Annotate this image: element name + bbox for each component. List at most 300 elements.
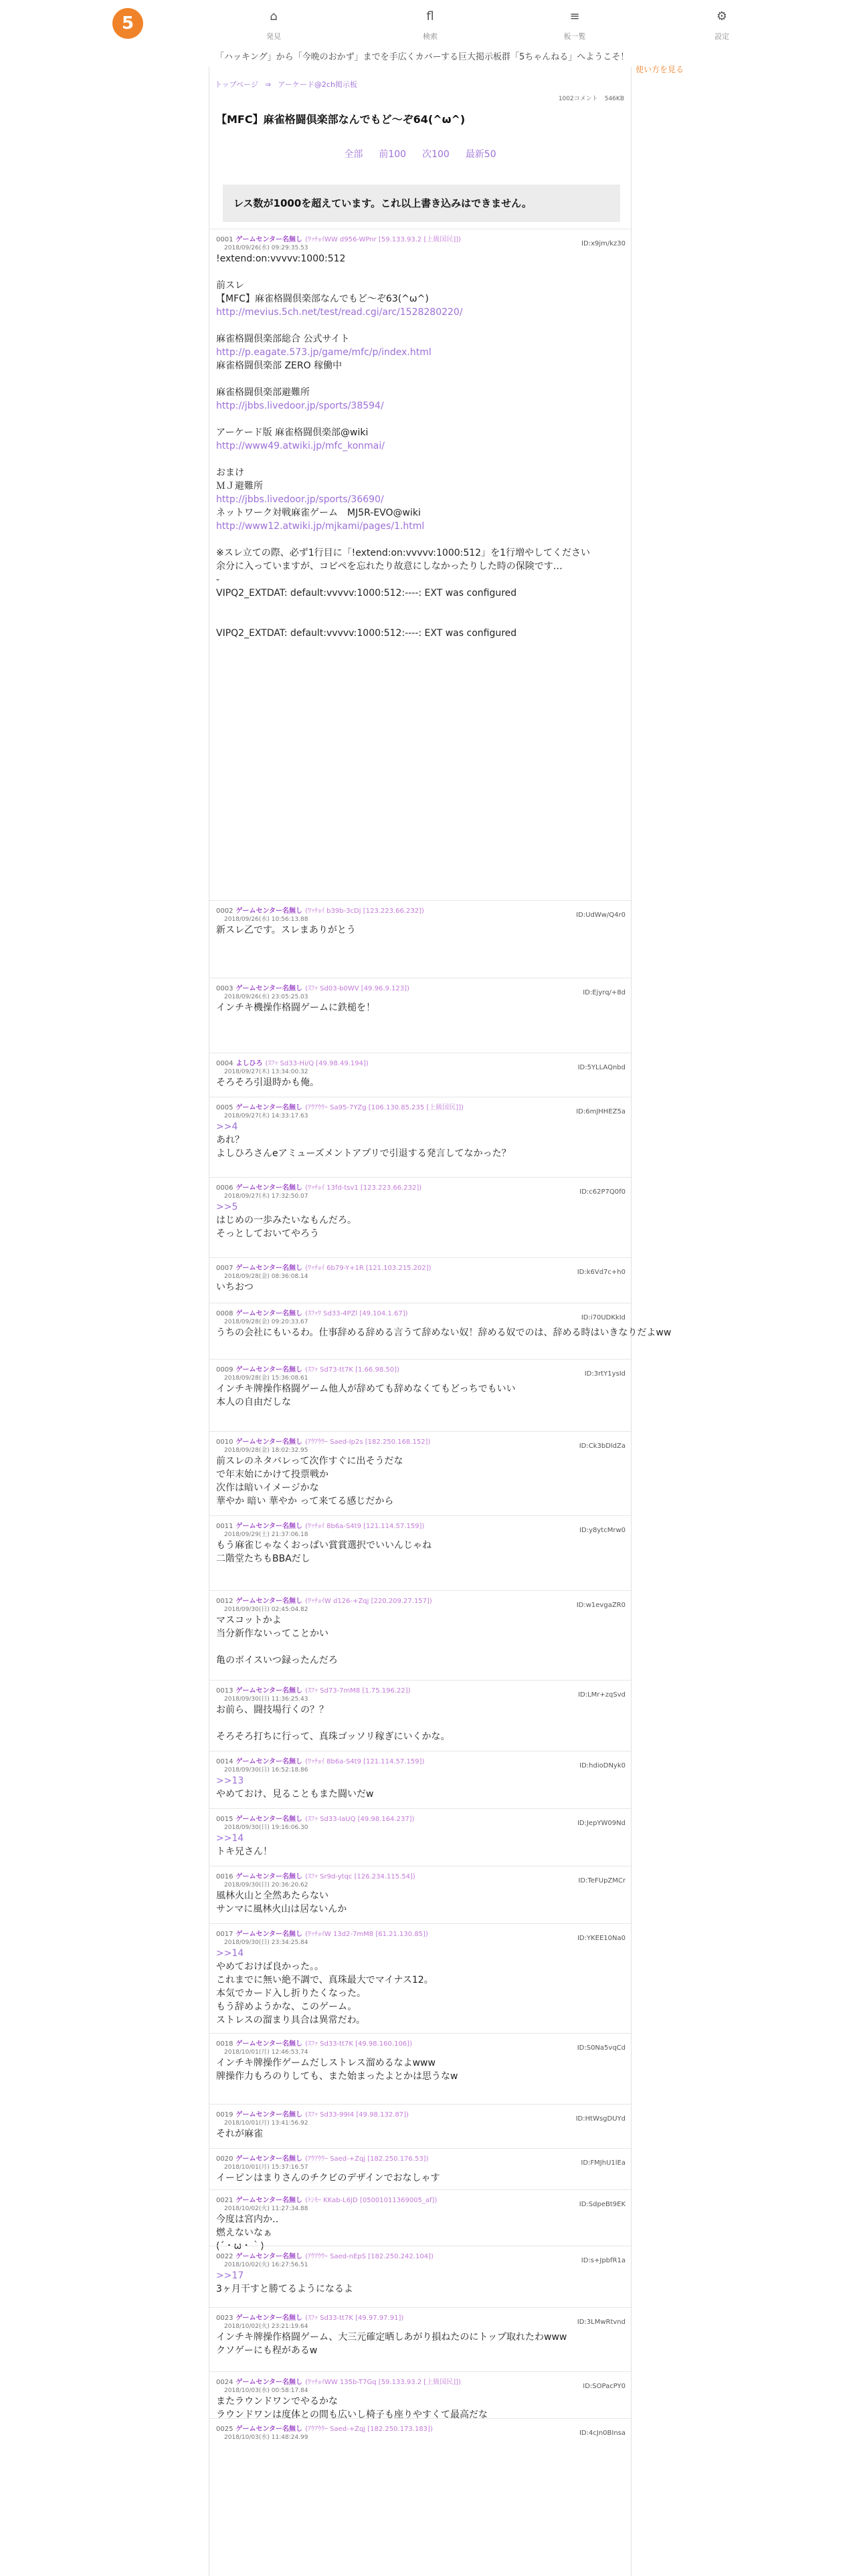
poster-trip: (ﾄﾝﾓｰ KKab-L6JD [05001011369005_af]) bbox=[305, 2197, 438, 2204]
poster-trip: (ｱｳｱｳｳｰ Sa95-7YZg [106.130.85.235 [上級国民]]) bbox=[305, 1104, 464, 1111]
nav-discover[interactable] bbox=[244, 9, 304, 41]
post-0008 bbox=[209, 1303, 672, 1360]
post-number[interactable]: 0005 bbox=[216, 1104, 233, 1111]
poster-trip: (ﾜｯﾁｮｲ b39b-3cDj [123.223.66.232]) bbox=[305, 907, 424, 915]
post-header bbox=[216, 2312, 403, 2322]
post-number[interactable]: 0010 bbox=[216, 1438, 233, 1446]
post-line: 新スレ乙です。スレまありがとう bbox=[216, 925, 356, 936]
post-number[interactable]: 0025 bbox=[216, 2426, 233, 2433]
post-number[interactable]: 0019 bbox=[216, 2111, 233, 2119]
breadcrumb-board[interactable]: アーケード@2ch掲示板 bbox=[278, 80, 357, 89]
post-line bbox=[216, 600, 624, 613]
poster-name[interactable]: ゲームセンター名無し bbox=[235, 236, 303, 243]
poster-name[interactable]: ゲームセンター名無し bbox=[235, 2315, 303, 2322]
post-0013 bbox=[209, 1680, 631, 1751]
post-user-id[interactable]: ID:w1evgaZR0 bbox=[576, 1602, 626, 1609]
post-body bbox=[216, 2331, 624, 2357]
post-0002 bbox=[209, 900, 631, 978]
breadcrumb-separator: ⇒ bbox=[265, 80, 272, 89]
post-body bbox=[216, 2127, 624, 2141]
poster-trip: (ﾜｯﾁｮｲW d126-+Zqj [220.209.27.157]) bbox=[305, 1598, 432, 1605]
post-date: 2018/10/01(月) 15:37:16.57 bbox=[224, 2164, 308, 2171]
poster-name[interactable]: ゲームセンター名無し bbox=[235, 1104, 303, 1111]
post-date: 2018/09/30(日) 02:45:04.82 bbox=[224, 1606, 308, 1613]
welcome-marquee: 「ハッキング」から「今晩のおかず」までを手広くカバーする巨大掲示板群「5ちゃんねる」へようこそ！ bbox=[215, 52, 630, 62]
post-line: VIPQ2_EXTDAT: default:vvvvv:1000:512:----: EXT was configured bbox=[216, 588, 517, 599]
nav-board-list[interactable] bbox=[545, 9, 605, 41]
post-link[interactable]: http://www49.atwiki.jp/mfc_konmai/ bbox=[216, 441, 385, 451]
post-user-id[interactable]: ID:UdWw/Q4r0 bbox=[576, 911, 626, 919]
post-line: これまでに無い絶不調で、真珠最大でマイナス12。 bbox=[216, 1975, 434, 1985]
poster-trip: (ﾜｯﾁｮｲ 8b6a-S4t9 [121.114.57.159]) bbox=[305, 1758, 425, 1765]
poster-name[interactable]: ゲームセンター名無し bbox=[235, 907, 303, 915]
post-user-id[interactable]: ID:i70UDKkId bbox=[581, 1314, 626, 1321]
post-header bbox=[216, 1520, 424, 1530]
poster-trip: (ﾜｯﾁｮｲW 13d2-7mM8 [61.21.130.85]) bbox=[305, 1931, 428, 1938]
post-body bbox=[216, 1281, 624, 1294]
post-header bbox=[216, 1057, 369, 1067]
post-number[interactable]: 0002 bbox=[216, 907, 233, 915]
post-0014 bbox=[209, 1751, 631, 1809]
post-0011 bbox=[209, 1515, 631, 1591]
poster-trip: (ﾜｯﾁｮｲ 13fd-tsv1 [123.223.66.232]) bbox=[305, 1184, 422, 1192]
post-header bbox=[216, 1685, 411, 1695]
post-number[interactable]: 0022 bbox=[216, 2253, 233, 2260]
post-line bbox=[216, 613, 624, 627]
nav-discover-label: 発見 bbox=[266, 32, 281, 41]
post-body bbox=[216, 1382, 624, 1409]
poster-name[interactable]: ゲームセンター名無し bbox=[235, 1523, 303, 1530]
post-date: 2018/09/27(木) 14:33:17.63 bbox=[224, 1113, 308, 1119]
post-line: 風林火山と全然あたらない bbox=[216, 1891, 328, 1901]
post-number[interactable]: 0007 bbox=[216, 1265, 233, 1272]
post-line: で年末始にかけて投票戦か bbox=[216, 1469, 328, 1480]
post-line bbox=[216, 1640, 624, 1654]
post-body bbox=[216, 1832, 624, 1858]
poster-trip: (ﾜｯﾁｮｲ 6b79-Y+1R [121.103.215.202]) bbox=[305, 1265, 432, 1272]
poster-name[interactable]: ゲームセンター名無し bbox=[235, 1758, 303, 1765]
post-line: おまけ bbox=[216, 467, 244, 478]
nav-next-100-link[interactable]: 次100 bbox=[422, 149, 450, 160]
post-0023 bbox=[209, 2307, 631, 2372]
post-header bbox=[216, 905, 424, 915]
post-link[interactable]: >>4 bbox=[216, 1121, 238, 1132]
post-user-id[interactable]: ID:k6Vd7c+h0 bbox=[577, 1269, 626, 1276]
poster-name[interactable]: ゲームセンター名無し bbox=[235, 2155, 303, 2163]
nav-latest-50-link[interactable]: 最新50 bbox=[465, 149, 496, 160]
poster-name[interactable]: ゲームセンター名無し bbox=[235, 985, 303, 992]
post-header bbox=[216, 1870, 415, 1881]
site-logo[interactable]: 5 bbox=[112, 8, 143, 39]
post-number[interactable]: 0014 bbox=[216, 1758, 233, 1765]
nav-settings[interactable] bbox=[692, 9, 752, 41]
post-line: はじめの一歩みたいなもんだろ。 bbox=[216, 1215, 357, 1226]
thread-title: 【MFC】麻雀格闘倶楽部なんでもど〜ぞ64(^ω^) bbox=[216, 113, 466, 126]
post-header bbox=[216, 233, 461, 243]
post-link[interactable]: >>17 bbox=[216, 2270, 244, 2281]
post-user-id[interactable]: ID:4cJn0BInsa bbox=[579, 2430, 626, 2437]
post-body bbox=[216, 2395, 624, 2422]
post-line: 麻雀格闘倶楽部 ZERO 稼働中 bbox=[216, 360, 343, 371]
post-number[interactable]: 0018 bbox=[216, 2040, 233, 2048]
post-line bbox=[216, 372, 624, 386]
post-0006 bbox=[209, 1177, 631, 1258]
post-line: - bbox=[216, 574, 220, 585]
post-body bbox=[216, 1614, 624, 1667]
post-header bbox=[216, 1595, 432, 1605]
post-0019 bbox=[209, 2104, 631, 2149]
post-link[interactable]: http://jbbs.livedoor.jp/sports/38594/ bbox=[216, 401, 384, 411]
post-line: うちの会社にもいるわ。仕事辞める辞める言うて辞めない奴！辞める奴でのは、辞める時はいきなりだよww bbox=[216, 1327, 672, 1338]
post-body bbox=[216, 1076, 624, 1089]
post-user-id[interactable]: ID:6mJHHEZ5a bbox=[576, 1108, 626, 1115]
post-line: お前ら、闘技場行くの？？ bbox=[216, 1705, 328, 1715]
post-line: またラウンドワンでやるかな bbox=[216, 2396, 338, 2407]
post-user-id[interactable]: ID:FMJhU1lEa bbox=[581, 2159, 626, 2167]
post-line bbox=[216, 265, 624, 279]
gear-icon: ⚙ bbox=[716, 9, 728, 23]
post-line: 麻雀格闘倶楽部避難所 bbox=[216, 387, 310, 398]
post-link[interactable]: http://www12.atwiki.jp/mjkami/pages/1.html bbox=[216, 521, 425, 532]
post-user-id[interactable]: ID:x9jm/kz30 bbox=[581, 240, 626, 247]
post-date: 2018/09/30(日) 16:52:18.86 bbox=[224, 1767, 308, 1774]
post-header bbox=[216, 1262, 432, 1272]
post-user-id[interactable]: ID:SdpeBt9EK bbox=[579, 2201, 626, 2208]
post-line: ラウンドワンは度体との間も広いし椅子も座りやすくて最高だな bbox=[216, 2409, 488, 2420]
post-line: そっとしておいてやろう bbox=[216, 1228, 319, 1239]
post-body bbox=[216, 2056, 624, 2083]
closed-thread-notice: レス数が1000を超えています。これ以上書き込みはできません。 bbox=[223, 185, 620, 222]
poster-name[interactable]: ゲームセンター名無し bbox=[235, 1310, 303, 1317]
poster-name[interactable]: ゲームセンター名無し bbox=[235, 1598, 303, 1605]
post-date: 2018/10/01(月) 12:46:53.74 bbox=[224, 2049, 308, 2056]
post-number[interactable]: 0017 bbox=[216, 1931, 233, 1938]
post-body bbox=[216, 1200, 624, 1241]
poster-name[interactable]: ゲームセンター名無し bbox=[235, 1184, 303, 1192]
post-0015 bbox=[209, 1808, 631, 1866]
post-line: クソゲーにも程があるw bbox=[216, 2345, 318, 2356]
poster-name[interactable]: ゲームセンター名無し bbox=[235, 2426, 303, 2433]
breadcrumb-top[interactable]: トップページ bbox=[215, 80, 259, 89]
post-number[interactable]: 0015 bbox=[216, 1816, 233, 1823]
post-header bbox=[216, 1182, 421, 1192]
post-link[interactable]: http://p.eagate.573.jp/game/mfc/p/index.html bbox=[216, 347, 432, 358]
post-date: 2018/10/02(火) 16:27:56.51 bbox=[224, 2262, 308, 2268]
post-date: 2018/09/26(水) 09:29:35.53 bbox=[224, 245, 308, 251]
post-body bbox=[216, 252, 624, 640]
post-line: ※スレ立ての際、必ず1行目に「!extend:on:vvvvv:1000:512」を1行増やしてください bbox=[216, 548, 590, 558]
poster-trip: (ｱｳｱｳｳｰ Saed-nEpS [182.250.242.104]) bbox=[305, 2253, 434, 2260]
post-line: !extend:on:vvvvv:1000:512 bbox=[216, 253, 346, 264]
post-body bbox=[216, 1703, 624, 1743]
post-user-id[interactable]: ID:3rtY1ysId bbox=[584, 1370, 626, 1378]
post-number[interactable]: 0009 bbox=[216, 1366, 233, 1374]
post-0003 bbox=[209, 978, 631, 1053]
post-line: やめておけ、見ることもまた闘いだw bbox=[216, 1789, 374, 1800]
post-body bbox=[216, 2442, 624, 2455]
post-user-id[interactable]: ID:s+JpbfR1a bbox=[581, 2257, 626, 2264]
post-line: サンマに風林火山は居ないんか bbox=[216, 1904, 347, 1915]
breadcrumb bbox=[215, 79, 364, 90]
post-line: 余分に入っていますが、コピペを忘れたり故意にしなかったりした時の保険です… bbox=[216, 561, 563, 572]
post-0001 bbox=[209, 229, 631, 901]
post-line: 本人の自由だしな bbox=[216, 1397, 291, 1408]
post-number[interactable]: 0023 bbox=[216, 2315, 233, 2322]
post-line: 今度は宮内か‥ bbox=[216, 2214, 279, 2225]
post-number[interactable]: 0003 bbox=[216, 985, 233, 992]
poster-trip: (ｱｳｱｳｳｰ Saed-Ip2s [182.250.168.152]) bbox=[305, 1438, 431, 1446]
post-date: 2018/09/27(木) 13:34:00.32 bbox=[224, 1069, 308, 1075]
post-0018 bbox=[209, 2033, 631, 2105]
post-date: 2018/09/26(水) 10:56:13.88 bbox=[224, 916, 308, 923]
poster-trip: (ｽﾌｯ Sd33-IaUQ [49.98.164.237]) bbox=[305, 1816, 415, 1823]
post-number[interactable]: 0006 bbox=[216, 1184, 233, 1192]
poster-name[interactable]: ゲームセンター名無し bbox=[235, 2253, 303, 2260]
thread-size: 546KB bbox=[604, 96, 624, 102]
post-line: 麻雀格闘倶楽部総合 公式サイト bbox=[216, 334, 350, 344]
page-navigation bbox=[209, 147, 631, 160]
post-body bbox=[216, 1120, 624, 1160]
poster-trip: (ｽﾌｯ Sd33-tt7K [49.98.160.106]) bbox=[305, 2040, 412, 2048]
post-number[interactable]: 0020 bbox=[216, 2155, 233, 2163]
list-icon: ≡ bbox=[569, 9, 580, 23]
comment-count: 1002コメント bbox=[558, 96, 598, 102]
post-body bbox=[216, 1539, 624, 1566]
post-date: 2018/09/30(日) 20:36:20.62 bbox=[224, 1882, 308, 1889]
post-number[interactable]: 0004 bbox=[216, 1060, 233, 1067]
post-0005 bbox=[209, 1097, 631, 1178]
post-link[interactable]: >>5 bbox=[216, 1202, 238, 1212]
poster-trip: (ｱｳｱｳｳｰ Saed-+Zqj [182.250.173.183]) bbox=[305, 2426, 433, 2433]
post-date: 2018/10/02(火) 11:27:34.88 bbox=[224, 2206, 308, 2212]
post-body bbox=[216, 1326, 672, 1339]
post-number[interactable]: 0021 bbox=[216, 2197, 233, 2204]
top-navigation-bar bbox=[0, 0, 859, 48]
post-body bbox=[216, 2269, 624, 2296]
post-date: 2018/09/28(金) 09:20:33.67 bbox=[224, 1319, 308, 1325]
post-0009 bbox=[209, 1359, 631, 1432]
post-user-id[interactable]: ID:hdioDNyk0 bbox=[579, 1762, 626, 1769]
post-user-id[interactable]: ID:Ejyrq/+8d bbox=[583, 989, 626, 996]
post-date: 2018/09/30(日) 19:16:06.30 bbox=[224, 1824, 308, 1831]
post-date: 2018/09/28(金) 15:36:08.61 bbox=[224, 1375, 308, 1382]
poster-trip: (ｽﾌｯﾜ Sd33-4PZl [49.104.1.67]) bbox=[305, 1310, 408, 1317]
post-line: アーケード版 麻雀格闘倶楽部@wiki bbox=[216, 427, 369, 438]
post-line: そろそろ打ちに行って、真珠ゴッソリ稼ぎにいくかな。 bbox=[216, 1731, 450, 1742]
post-user-id[interactable]: ID:Ck3bDldZa bbox=[579, 1442, 626, 1450]
post-user-id[interactable]: ID:JepYW09Nd bbox=[577, 1820, 626, 1827]
post-0010 bbox=[209, 1431, 631, 1516]
post-body bbox=[216, 1455, 624, 1508]
post-line: インチキ牌操作格闘ゲーム、大三元確定晒しあがり損ねたのにトップ取れたわwww bbox=[216, 2332, 567, 2343]
post-date: 2018/09/26(水) 23:05:25.03 bbox=[224, 994, 308, 1000]
poster-name[interactable]: ゲームセンター名無し bbox=[235, 2379, 303, 2386]
post-header bbox=[216, 2250, 434, 2260]
nav-board-list-label: 板一覧 bbox=[563, 32, 586, 41]
post-user-id[interactable]: ID:3LMwRtvnd bbox=[577, 2319, 626, 2326]
post-user-id[interactable]: ID:S0Na5vqCd bbox=[577, 2044, 626, 2052]
post-date: 2018/09/30(日) 11:36:25.43 bbox=[224, 1696, 308, 1703]
post-line: インチキ機操作格闘ゲームに鉄槌を！ bbox=[216, 1002, 375, 1013]
post-link[interactable]: http://jbbs.livedoor.jp/sports/36690/ bbox=[216, 494, 384, 505]
post-body bbox=[216, 924, 624, 937]
poster-name[interactable]: ゲームセンター名無し bbox=[235, 1366, 303, 1374]
poster-name[interactable]: ゲームセンター名無し bbox=[235, 1438, 303, 1446]
post-header bbox=[216, 1928, 428, 1938]
post-date: 2018/09/29(土) 21:37:06.18 bbox=[224, 1531, 308, 1538]
poster-name[interactable]: ゲームセンター名無し bbox=[235, 1265, 303, 1272]
post-line bbox=[216, 533, 624, 546]
post-link[interactable]: http://mevius.5ch.net/test/read.cgi/arc/1528280220/ bbox=[216, 307, 463, 318]
post-line: よしひろさんeアミューズメントアプリで引退する発言してなかった？ bbox=[216, 1148, 511, 1159]
nav-settings-label: 設定 bbox=[714, 32, 729, 41]
post-line: 華やか 暗い 華やか って来てる感じだから bbox=[216, 1496, 394, 1507]
post-line bbox=[216, 453, 624, 466]
post-user-id[interactable]: ID:TeFUpZMCr bbox=[578, 1877, 626, 1885]
post-header bbox=[216, 2194, 437, 2204]
thread-meta bbox=[552, 94, 624, 102]
post-line: あれ？ bbox=[216, 1135, 244, 1146]
post-header bbox=[216, 1813, 414, 1823]
post-line: 牌操作力もろのりしても、また始まったよとかは思うなw bbox=[216, 2071, 458, 2082]
post-0020 bbox=[209, 2148, 631, 2190]
post-line bbox=[216, 2442, 624, 2455]
post-user-id[interactable]: ID:SOPacPY0 bbox=[583, 2383, 626, 2390]
post-0012 bbox=[209, 1590, 631, 1681]
how-to-use-link[interactable]: 使い方を見る bbox=[636, 65, 684, 74]
post-line: 【MFC】麻雀格闘倶楽部なんでもど〜ぞ63(^ω^) bbox=[216, 294, 429, 304]
nav-all-link[interactable]: 全部 bbox=[344, 149, 363, 160]
search-icon: fl bbox=[426, 9, 434, 23]
post-user-id[interactable]: ID:YKEE10Na0 bbox=[577, 1935, 626, 1942]
post-line bbox=[216, 413, 624, 426]
post-0017 bbox=[209, 1923, 631, 2034]
post-line: 当分新作ないってことかい bbox=[216, 1628, 328, 1639]
poster-name[interactable]: ゲームセンター名無し bbox=[235, 1873, 303, 1881]
poster-name[interactable]: ゲームセンター名無し bbox=[235, 1931, 303, 1938]
post-line: 3ヶ月干すと勝てるようになるよ bbox=[216, 2284, 353, 2294]
post-date: 2018/09/30(日) 23:34:25.84 bbox=[224, 1939, 308, 1946]
post-number[interactable]: 0001 bbox=[216, 236, 233, 243]
post-date: 2018/09/28(金) 18:02:32.95 bbox=[224, 1447, 308, 1454]
poster-trip: (ﾜｯﾁｮｲ 8b6a-S4t9 [121.114.57.159]) bbox=[305, 1523, 425, 1530]
post-line: VIPQ2_EXTDAT: default:vvvvv:1000:512:----: EXT was configured bbox=[216, 628, 517, 639]
poster-name[interactable]: ゲームセンター名無し bbox=[235, 1687, 303, 1695]
nav-search-label: 検索 bbox=[423, 32, 438, 41]
post-line: 二階堂たちもBBAだし bbox=[216, 1553, 310, 1564]
post-number[interactable]: 0024 bbox=[216, 2379, 233, 2386]
home-icon: ⌂ bbox=[270, 9, 278, 23]
post-line: 本気でカード入し折りたくなった。 bbox=[216, 1988, 366, 1999]
post-line: トキ兄さん！ bbox=[216, 1846, 272, 1857]
poster-name[interactable]: ゲームセンター名無し bbox=[235, 2197, 303, 2204]
post-line: ＭＪ避難所 bbox=[216, 481, 263, 492]
post-0025 bbox=[209, 2418, 631, 2486]
post-0004 bbox=[209, 1053, 631, 1097]
post-date: 2018/10/01(月) 13:41:56.92 bbox=[224, 2120, 308, 2127]
post-user-id[interactable]: ID:LMr+zqSvd bbox=[578, 1691, 626, 1699]
post-line: 亀のボイスいつ録ったんだろ bbox=[216, 1655, 338, 1666]
post-link[interactable]: >>14 bbox=[216, 1833, 244, 1844]
post-0007 bbox=[209, 1257, 631, 1303]
post-line bbox=[216, 1717, 624, 1730]
poster-name[interactable]: ゲームセンター名無し bbox=[235, 2040, 303, 2048]
post-line: (´・ω・｀) bbox=[216, 2241, 264, 2252]
poster-trip: (ｽﾌｯ Sd03-b0WV [49.96.9.123]) bbox=[305, 985, 409, 992]
post-line: 次作は暗いイメージかな bbox=[216, 1483, 319, 1493]
post-user-id[interactable]: ID:HtWsgDUYd bbox=[575, 2115, 626, 2123]
post-body bbox=[216, 1889, 624, 1916]
post-line: ストレスの溜まり具合は異常だわ。 bbox=[216, 2015, 366, 2026]
post-header bbox=[216, 2153, 429, 2163]
post-number[interactable]: 0011 bbox=[216, 1523, 233, 1530]
post-header bbox=[216, 1307, 408, 1317]
post-user-id[interactable]: ID:c62P7Q0f0 bbox=[579, 1188, 626, 1196]
post-0024 bbox=[209, 2371, 631, 2419]
post-number[interactable]: 0013 bbox=[216, 1687, 233, 1695]
post-header bbox=[216, 982, 409, 992]
nav-search[interactable] bbox=[400, 9, 460, 41]
post-link[interactable]: >>14 bbox=[216, 1948, 244, 1959]
poster-trip: (ｽﾌｯ Sd73-7mM8 [1.75.196.22]) bbox=[305, 1687, 411, 1695]
post-link[interactable]: >>13 bbox=[216, 1776, 244, 1786]
post-date: 2018/10/03(水) 00:58:17.84 bbox=[224, 2387, 308, 2394]
poster-trip: (ﾜｯﾁｮｲWW 135b-T7Gq [59.133.93.2 [上級国民]]) bbox=[305, 2379, 461, 2386]
post-date: 2018/09/28(金) 08:36:08.14 bbox=[224, 1273, 308, 1280]
post-line: いちおつ bbox=[216, 1282, 254, 1293]
poster-trip: (ｽﾌｯ Sd33-99I4 [49.98.132.87]) bbox=[305, 2111, 409, 2119]
post-0022 bbox=[209, 2246, 631, 2308]
post-body bbox=[216, 1947, 624, 2027]
post-header bbox=[216, 1101, 464, 1111]
poster-trip: (ｽﾌｯ Sd33-Hi/Q [49.98.49.194]) bbox=[265, 1060, 369, 1067]
post-line: ネットワーク対戦麻雀ゲーム MJ5R-EVO@wiki bbox=[216, 508, 421, 518]
post-line: 前スレのネタバレって次作すぐに出そうだな bbox=[216, 1456, 403, 1467]
post-line: インチキ牌操作ゲームだしストレス溜めるなよwww bbox=[216, 2058, 436, 2068]
post-header bbox=[216, 2109, 409, 2119]
poster-name[interactable]: ゲームセンター名無し bbox=[235, 2111, 303, 2119]
post-header bbox=[216, 2038, 412, 2048]
post-line: もう辞めようかな、このゲーム。 bbox=[216, 2002, 357, 2012]
post-line: イーピンはまりさんのチクビのデザインでおなしゃす bbox=[216, 2173, 440, 2183]
post-0021 bbox=[209, 2189, 631, 2252]
nav-prev-100-link[interactable]: 前100 bbox=[379, 149, 407, 160]
post-number[interactable]: 0008 bbox=[216, 1310, 233, 1317]
post-user-id[interactable]: ID:y8ytcMrw0 bbox=[579, 1527, 626, 1534]
post-line: マスコットかよ bbox=[216, 1615, 282, 1626]
post-header bbox=[216, 1364, 399, 1374]
poster-name[interactable]: よしひろ bbox=[235, 1060, 263, 1067]
post-line bbox=[216, 319, 624, 332]
post-header bbox=[216, 1755, 424, 1765]
post-line: やめておけば良かった。。 bbox=[216, 1961, 324, 1972]
post-line: もう麻雀じゃなくおっぱい賞賞選択でいいんじゃね bbox=[216, 1540, 432, 1551]
post-header bbox=[216, 1436, 430, 1446]
poster-name[interactable]: ゲームセンター名無し bbox=[235, 1816, 303, 1823]
post-number[interactable]: 0016 bbox=[216, 1873, 233, 1881]
post-user-id[interactable]: ID:5YLLAQnbd bbox=[577, 1064, 626, 1071]
post-date: 2018/10/03(水) 11:48:24.99 bbox=[224, 2434, 308, 2441]
post-number[interactable]: 0012 bbox=[216, 1598, 233, 1605]
post-line: それが麻雀 bbox=[216, 2129, 263, 2139]
post-header bbox=[216, 2423, 433, 2433]
post-body bbox=[216, 1001, 624, 1014]
poster-trip: (ｽﾌｯ Sr9d-ytqc [126.234.115.54]) bbox=[305, 1873, 415, 1881]
post-body bbox=[216, 1774, 624, 1801]
poster-trip: (ｽﾌｯ Sd33-tt7K [49.97.97.91]) bbox=[305, 2315, 404, 2322]
poster-trip: (ｽﾌｯ Sd73-tt7K [1.66.98.50]) bbox=[305, 1366, 399, 1374]
poster-trip: (ｱｳｱｳｳｰ Saed-+Zqj [182.250.176.53]) bbox=[305, 2155, 429, 2163]
